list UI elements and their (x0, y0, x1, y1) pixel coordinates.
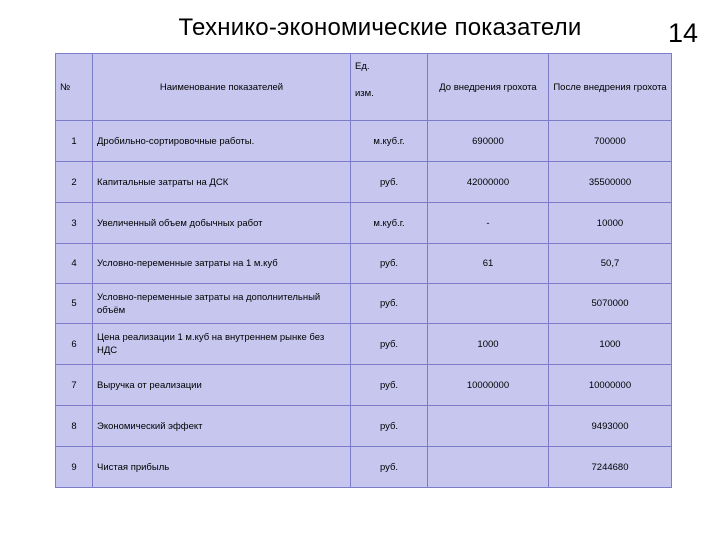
slide-title: Технико-экономические показатели (178, 14, 582, 41)
cell-unit: руб. (351, 244, 428, 284)
cell-before (428, 406, 549, 447)
cell-unit: руб. (351, 162, 428, 203)
cell-before (428, 447, 549, 488)
cell-num: 7 (56, 365, 93, 406)
cell-unit: руб. (351, 365, 428, 406)
header-unit (351, 54, 428, 121)
table-row (56, 121, 672, 162)
cell-after: 7244680 (549, 447, 672, 488)
cell-name: Выручка от реализации (93, 365, 351, 406)
cell-after: 700000 (549, 121, 672, 162)
cell-before: 1000 (428, 324, 549, 365)
cell-before: 61 (428, 244, 549, 284)
cell-after: 1000 (549, 324, 672, 365)
table-row (56, 244, 672, 284)
indicators-table (55, 53, 672, 488)
cell-after: 50,7 (549, 244, 672, 284)
header-name: Наименование показателей (93, 54, 351, 121)
cell-after: 9493000 (549, 406, 672, 447)
cell-name: Экономический эффект (93, 406, 351, 447)
cell-unit: руб. (351, 406, 428, 447)
cell-unit: руб. (351, 284, 428, 324)
cell-name: Условно-переменные затраты на дополнительный объём (93, 284, 351, 324)
table-row (56, 324, 672, 365)
cell-name: Дробильно-сортировочные работы. (93, 121, 351, 162)
cell-unit: м.куб.г. (351, 203, 428, 244)
table-row (56, 365, 672, 406)
cell-name: Условно-переменные затраты на 1 м.куб (93, 244, 351, 284)
table-row (56, 447, 672, 488)
table-row (56, 203, 672, 244)
cell-name: Увеличенный объем добычных работ (93, 203, 351, 244)
cell-after: 10000 (549, 203, 672, 244)
cell-unit: м.куб.г. (351, 121, 428, 162)
cell-num: 1 (56, 121, 93, 162)
cell-name: Капитальные затраты на ДСК (93, 162, 351, 203)
header-unit-line1: Ед. (355, 61, 370, 72)
cell-before: 42000000 (428, 162, 549, 203)
cell-unit: руб. (351, 447, 428, 488)
slide-number: 14 (668, 18, 699, 48)
cell-before: 690000 (428, 121, 549, 162)
cell-num: 9 (56, 447, 93, 488)
cell-num: 5 (56, 284, 93, 324)
table-header-row (56, 54, 672, 121)
indicators-table-wrapper (55, 53, 672, 488)
cell-before (428, 284, 549, 324)
cell-after: 35500000 (549, 162, 672, 203)
cell-after: 5070000 (549, 284, 672, 324)
cell-num: 2 (56, 162, 93, 203)
table-row (56, 284, 672, 324)
header-after: После внедрения грохота (549, 54, 672, 121)
cell-before: - (428, 203, 549, 244)
cell-before: 10000000 (428, 365, 549, 406)
cell-num: 4 (56, 244, 93, 284)
header-num: № (56, 54, 93, 121)
cell-num: 8 (56, 406, 93, 447)
header-unit-line2: изм. (355, 88, 374, 99)
table-row (56, 162, 672, 203)
cell-name: Цена реализации 1 м.куб на внутреннем рынке без НДС (93, 324, 351, 365)
cell-num: 3 (56, 203, 93, 244)
cell-after: 10000000 (549, 365, 672, 406)
cell-unit: руб. (351, 324, 428, 365)
cell-num: 6 (56, 324, 93, 365)
table-row (56, 406, 672, 447)
header-before: До внедрения грохота (428, 54, 549, 121)
cell-name: Чистая прибыль (93, 447, 351, 488)
